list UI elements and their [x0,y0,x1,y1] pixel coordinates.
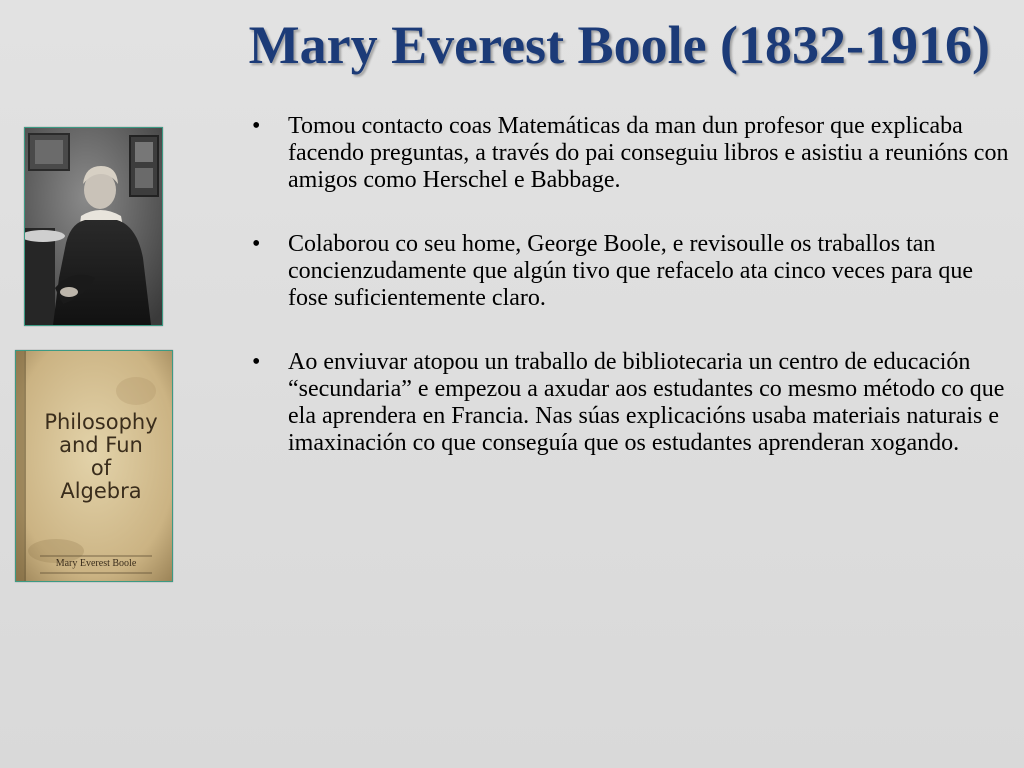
book-cover-title [36,411,166,503]
slide-title: Mary Everest Boole (1832-1916) [248,15,990,75]
book-title-line1: Philosophy [44,410,158,434]
bullet-list [252,113,1016,494]
bullet-item-2 [252,231,1016,312]
book-title-line2: and Fun [59,433,143,457]
bullet-text: Colaborou co seu home, George Boole, e revisoulle os traballos tan concienzudamente que algún tivo que refacelo ata cinco veces para que fose suficientemente claro. [288,231,973,311]
book-cover [15,350,173,582]
book-cover-author: Mary Everest Boole [55,558,137,569]
portrait-photo [24,127,163,326]
bullet-marker: • [252,113,261,139]
bullet-text: Ao enviuvar atopou un traballo de bibliotecaria un centro de educación “secundaria” e empezou a axudar aos estudantes co mesmo método co que ela aprendera en Francia. Nas súas explicacións usaba materiais naturais e imaxinación co que conseguía que os estudantes aprenderan xogando. [288,349,1005,456]
book-title-line4: Algebra [60,479,142,503]
bullet-marker: • [252,231,261,257]
bullet-item-1 [252,113,1016,194]
portrait-image [25,128,162,325]
bullet-marker: • [252,349,261,375]
bullet-item-3 [252,349,1016,457]
bullet-text: Tomou contacto coas Matemáticas da man dun profesor que explicaba facendo preguntas, a través do pai conseguiu libros e asistiu a reunións con amigos como Herschel e Babbage. [288,113,1009,193]
book-title-line3: of [90,456,112,480]
